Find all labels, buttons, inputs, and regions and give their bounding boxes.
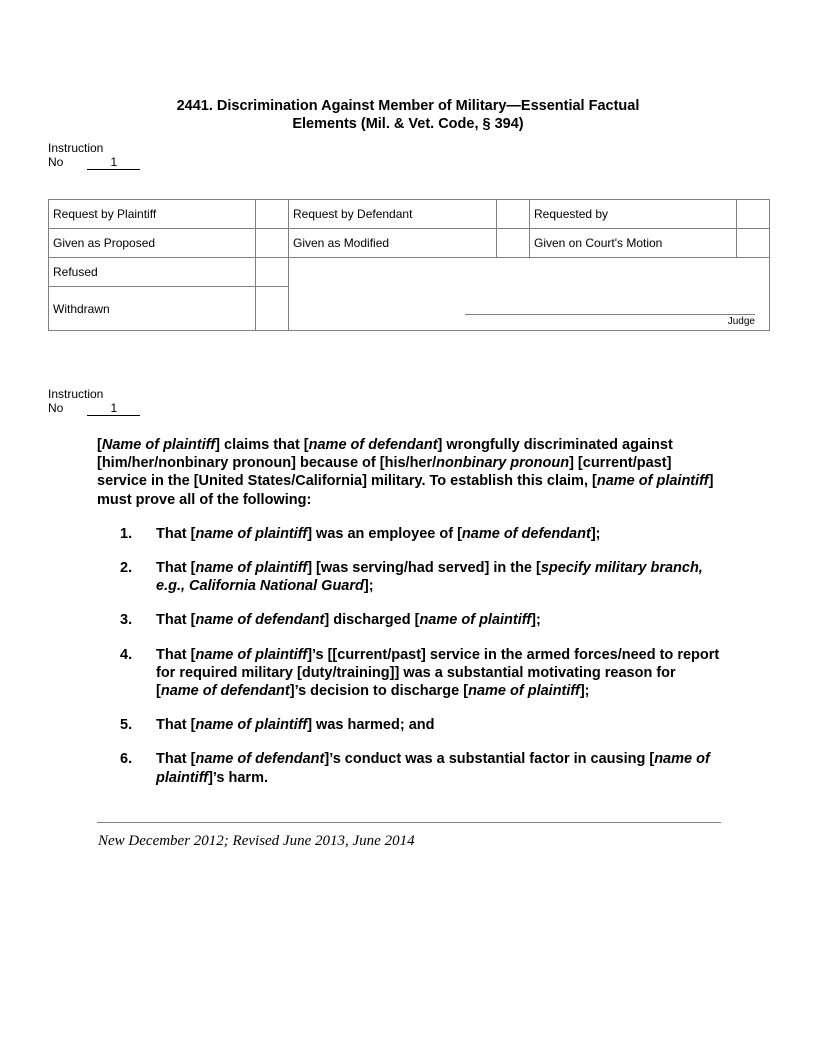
title-line-2: Elements (Mil. & Vet. Code, § 394) [292, 116, 524, 132]
text-run: That [ [156, 560, 196, 577]
instruction-number-top [48, 141, 140, 170]
list-item [97, 559, 722, 595]
placeholder-text: name of defendant [461, 525, 591, 542]
text-run: That [ [156, 751, 196, 768]
item-number: 5. [120, 717, 133, 734]
judge-signature-line[interactable] [465, 314, 755, 315]
judge-label: Judge [727, 316, 755, 327]
requested-by-checkbox[interactable] [737, 200, 770, 229]
instruction-label: Instruction [48, 141, 104, 155]
text-run: ]; [363, 578, 374, 595]
item-number: 6. [120, 751, 133, 768]
placeholder-text: name of plaintiff [419, 612, 532, 629]
refused-row [49, 258, 770, 287]
text-run: ] must prove all of the following: [97, 473, 714, 508]
list-item [97, 525, 722, 543]
withdrawn-label: Withdrawn [49, 287, 256, 331]
text-run: ] [was serving/had served] in the [ [307, 560, 541, 577]
placeholder-text: name of plaintiff [596, 473, 709, 490]
text-run: ]; [531, 612, 541, 629]
elements-list [97, 525, 722, 787]
instruction-number-bottom [48, 387, 140, 416]
list-item [97, 646, 722, 701]
item-number: 3. [120, 612, 133, 629]
text-run: ]’s harm. [208, 769, 268, 786]
title-line-1: 2441. Discrimination Against Member of Military—Essential Factual [176, 98, 640, 114]
text-run: ] discharged [ [324, 612, 420, 629]
withdrawn-checkbox[interactable] [256, 287, 289, 331]
intro-paragraph [97, 436, 722, 509]
placeholder-text: name of plaintiff [156, 751, 710, 786]
request-by-defendant-label: Request by Defendant [289, 200, 497, 229]
instruction-label: Instruction [48, 387, 104, 401]
request-by-plaintiff-label: Request by Plaintiff [49, 200, 256, 229]
text-run: That [ [156, 646, 196, 663]
item-number: 4. [120, 646, 133, 663]
instruction-no-label: No [48, 155, 64, 169]
history-note: New December 2012; Revised June 2013, June 2014 [98, 833, 415, 849]
placeholder-text: nonbinary pronoun [436, 455, 570, 472]
instruction-body [97, 436, 722, 803]
given-on-courts-motion-label: Given on Court's Motion [530, 229, 737, 258]
text-run: ] wrongfully discriminated against [him/her/nonbinary pronoun] because of [his/her/ [97, 437, 673, 472]
text-run: ]’s conduct was a substantial factor in causing [ [324, 751, 655, 768]
request-by-plaintiff-checkbox[interactable] [256, 200, 289, 229]
text-run: ] was harmed; and [307, 717, 435, 734]
divider [97, 822, 721, 823]
text-run: ]’s decision to discharge [ [289, 683, 469, 700]
instruction-no-row [48, 155, 140, 170]
request-row [49, 200, 770, 229]
placeholder-text: name of plaintiff [195, 646, 308, 663]
text-run: ]; [579, 683, 590, 700]
text-run: That [ [156, 525, 196, 542]
instruction-number-field[interactable]: 1 [87, 156, 140, 170]
text-run: ]’s [[current/past] service in the armed forces/need to report for required military [duty/training]] was a substantial motivating reason for [ [156, 646, 720, 700]
placeholder-text: name of defendant [195, 612, 325, 629]
instruction-no-row [48, 401, 140, 416]
text-run: ]; [590, 525, 601, 542]
given-as-proposed-label: Given as Proposed [49, 229, 256, 258]
instruction-no-label: No [48, 401, 64, 415]
list-item [97, 716, 722, 734]
text-run: That [ [156, 612, 196, 629]
requested-by-label: Requested by [530, 200, 737, 229]
placeholder-text: name of defendant [195, 751, 325, 768]
placeholder-text: name of plaintiff [468, 683, 580, 700]
text-run: ] claims that [ [215, 437, 309, 453]
given-row [49, 229, 770, 258]
item-number: 1. [120, 525, 133, 542]
refused-label: Refused [49, 258, 256, 287]
placeholder-text: name of plaintiff [195, 560, 308, 577]
placeholder-text: Name of plaintiff [101, 437, 216, 453]
given-as-modified-label: Given as Modified [289, 229, 497, 258]
request-by-defendant-checkbox[interactable] [497, 200, 530, 229]
item-number: 2. [120, 560, 133, 577]
instruction-number-field[interactable]: 1 [87, 402, 140, 416]
placeholder-text: name of defendant [160, 683, 290, 700]
given-as-proposed-checkbox[interactable] [256, 229, 289, 258]
refused-checkbox[interactable] [256, 258, 289, 287]
request-table [48, 199, 770, 331]
text-run: [ [97, 437, 102, 453]
placeholder-text: name of defendant [308, 437, 438, 453]
placeholder-text: specify military branch, e.g., California National Guard [156, 560, 703, 595]
placeholder-text: name of plaintiff [195, 525, 308, 542]
text-run: ] [current/past] service in the [United States/California] military. To establish this claim, [ [97, 455, 672, 490]
judge-signature-area [289, 258, 770, 331]
given-on-courts-motion-checkbox[interactable] [737, 229, 770, 258]
list-item [97, 611, 722, 629]
list-item [97, 750, 722, 786]
text-run: ] was an employee of [ [307, 525, 462, 542]
placeholder-text: name of plaintiff [195, 717, 308, 734]
text-run: That [ [156, 717, 196, 734]
given-as-modified-checkbox[interactable] [497, 229, 530, 258]
document-title [48, 97, 768, 133]
